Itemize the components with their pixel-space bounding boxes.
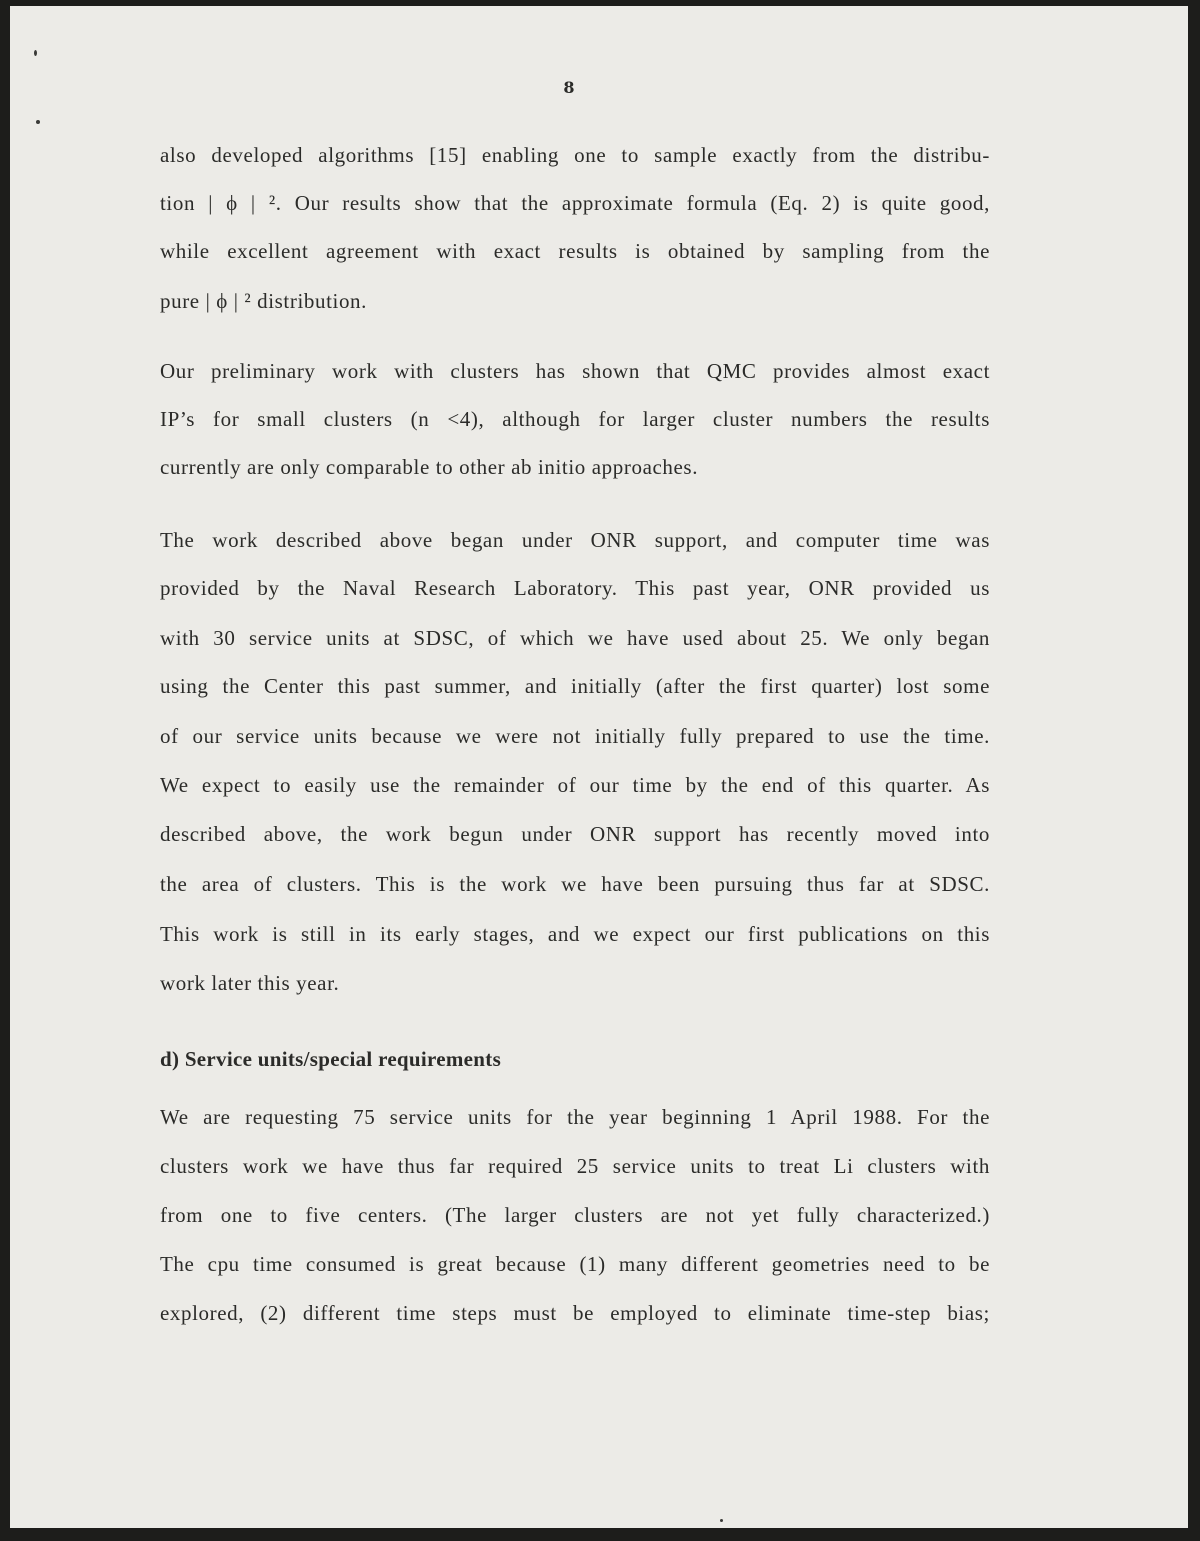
paragraph-line: explored, (2) different time steps must be employed to eliminate time-step bias; xyxy=(160,1301,990,1325)
paragraph-line: work later this year. xyxy=(160,971,340,995)
scan-speck xyxy=(36,120,40,124)
paragraph-line: provided by the Naval Research Laboratory. This past year, ONR provided us xyxy=(160,576,990,600)
scan-speck xyxy=(720,1519,723,1522)
paragraph-line: with 30 service units at SDSC, of which we have used about 25. We only began xyxy=(160,626,990,650)
paragraph-line: of our service units because we were not initially fully prepared to use the time. xyxy=(160,724,990,748)
paragraph-line: pure | ϕ | ² distribution. xyxy=(160,289,368,313)
paragraph-line: currently are only comparable to other ab initio approaches. xyxy=(160,455,699,479)
paragraph-line: described above, the work begun under ONR support has recently moved into xyxy=(160,822,990,846)
paragraph-line: The cpu time consumed is great because (1) many different geometries need to be xyxy=(160,1252,990,1276)
paragraph-line: We expect to easily use the remainder of our time by the end of this quarter. As xyxy=(160,773,990,797)
paragraph-line: This work is still in its early stages, and we expect our first publications on this xyxy=(160,922,990,946)
page-number: 8 xyxy=(563,78,575,97)
paragraph-line: using the Center this past summer, and initially (after the first quarter) lost some xyxy=(160,674,990,698)
paragraph-line: IP’s for small clusters (n <4), although for larger cluster numbers the results xyxy=(160,407,990,431)
paragraph-line: also developed algorithms [15] enabling one to sample exactly from the distribu- xyxy=(160,143,990,167)
paragraph-line: clusters work we have thus far required 25 service units to treat Li clusters with xyxy=(160,1154,990,1178)
paragraph-line: We are requesting 75 service units for the year beginning 1 April 1988. For the xyxy=(160,1105,990,1129)
scan-speck xyxy=(34,50,37,56)
paragraph-line: while excellent agreement with exact results is obtained by sampling from the xyxy=(160,239,990,263)
paragraph-line: from one to five centers. (The larger clusters are not yet fully characterized.) xyxy=(160,1203,990,1227)
document-page xyxy=(10,6,1188,1528)
section-heading: d) Service units/special requirements xyxy=(160,1047,502,1071)
paragraph-line: tion | ϕ | ². Our results show that the approximate formula (Eq. 2) is quite good, xyxy=(160,191,990,215)
paragraph-line: Our preliminary work with clusters has shown that QMC provides almost exact xyxy=(160,359,990,383)
paragraph-line: the area of clusters. This is the work we have been pursuing thus far at SDSC. xyxy=(160,872,990,896)
paragraph-line: The work described above began under ONR support, and computer time was xyxy=(160,528,990,552)
